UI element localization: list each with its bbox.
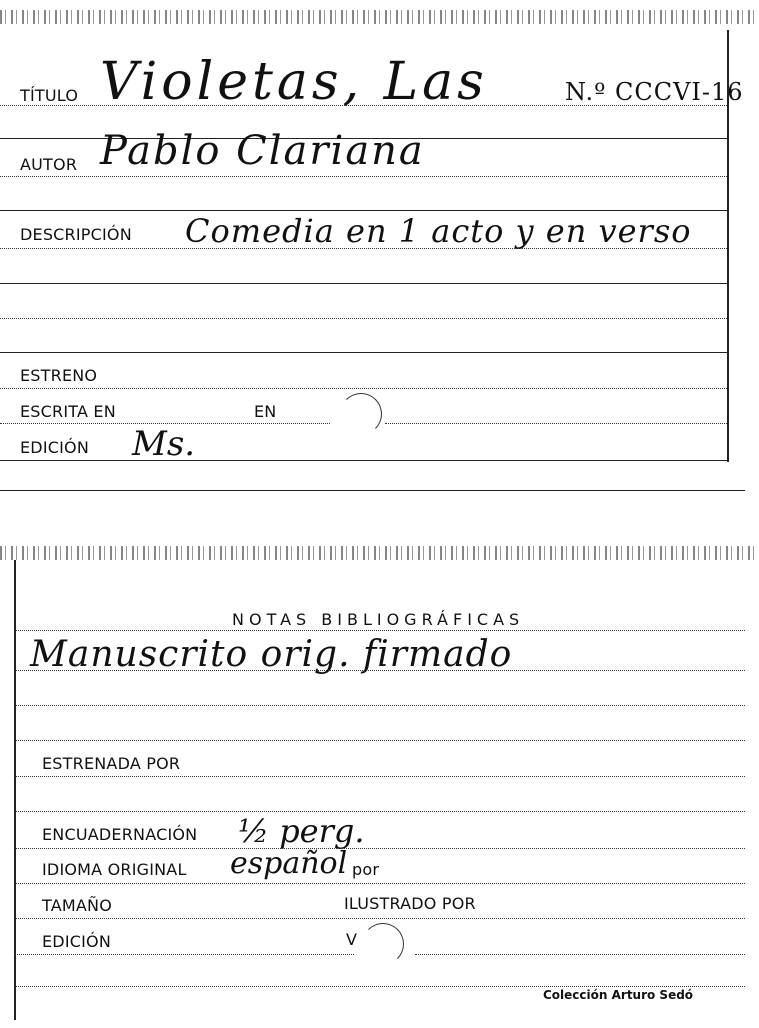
paper-mark bbox=[362, 923, 404, 965]
rule bbox=[0, 388, 727, 389]
notas-value: Manuscrito orig. firmado bbox=[30, 634, 513, 675]
tamano-label: TAMAÑO bbox=[42, 896, 112, 915]
escrita-en-en-label: EN bbox=[254, 402, 277, 421]
edicion2-v-label: V bbox=[346, 930, 358, 949]
idioma-por-label: por bbox=[352, 860, 380, 879]
rule bbox=[0, 283, 727, 284]
rule bbox=[0, 176, 727, 177]
rule bbox=[0, 318, 727, 319]
escrita-en-label: ESCRITA EN bbox=[20, 402, 116, 421]
edicion-value: Ms. bbox=[132, 424, 196, 464]
estreno-label: ESTRENO bbox=[20, 366, 98, 385]
encuadernacion-label: ENCUADERNACIÓN bbox=[42, 825, 198, 844]
rule bbox=[0, 352, 727, 353]
rule bbox=[14, 705, 745, 706]
torn-edge-top bbox=[0, 546, 759, 560]
notas-heading: NOTAS BIBLIOGRÁFICAS bbox=[232, 610, 525, 629]
idioma-original-value: español bbox=[230, 846, 348, 881]
autor-value: Pablo Clariana bbox=[100, 128, 425, 174]
titulo-value: Violetas, Las bbox=[100, 52, 488, 112]
rule bbox=[14, 740, 745, 741]
rule bbox=[14, 954, 354, 955]
card2-left-border bbox=[14, 560, 16, 1020]
rule bbox=[385, 423, 727, 424]
descripcion-value: Comedia en 1 acto y en verso bbox=[185, 212, 692, 250]
encuadernacion-value: ½ perg. bbox=[238, 812, 365, 850]
ilustrado-por-label: ILUSTRADO POR bbox=[344, 894, 476, 913]
autor-label: AUTOR bbox=[20, 155, 78, 174]
catalog-number: N.º CCCVI-16 bbox=[565, 78, 744, 106]
rule bbox=[415, 954, 745, 955]
idioma-original-label: IDIOMA ORIGINAL bbox=[42, 860, 187, 879]
torn-edge-top bbox=[0, 10, 759, 24]
rule bbox=[0, 460, 727, 461]
rule bbox=[14, 776, 745, 777]
paper-mark bbox=[340, 393, 382, 435]
descripcion-label: DESCRIPCIÓN bbox=[20, 225, 132, 244]
rule bbox=[14, 848, 745, 849]
rule bbox=[14, 883, 745, 884]
titulo-label: TÍTULO bbox=[20, 86, 79, 105]
rule bbox=[0, 105, 727, 106]
card1-bottom-border bbox=[0, 490, 745, 491]
rule bbox=[14, 918, 745, 919]
edicion-label: EDICIÓN bbox=[20, 438, 90, 457]
edicion2-label: EDICIÓN bbox=[42, 932, 112, 951]
estrenada-por-label: ESTRENADA POR bbox=[42, 754, 181, 773]
rule bbox=[14, 811, 745, 812]
collection-footer: Colección Arturo Sedó bbox=[543, 988, 694, 1002]
rule bbox=[0, 210, 727, 211]
rule bbox=[14, 630, 745, 631]
rule bbox=[14, 670, 745, 671]
rule bbox=[0, 248, 727, 249]
rule bbox=[14, 986, 745, 987]
